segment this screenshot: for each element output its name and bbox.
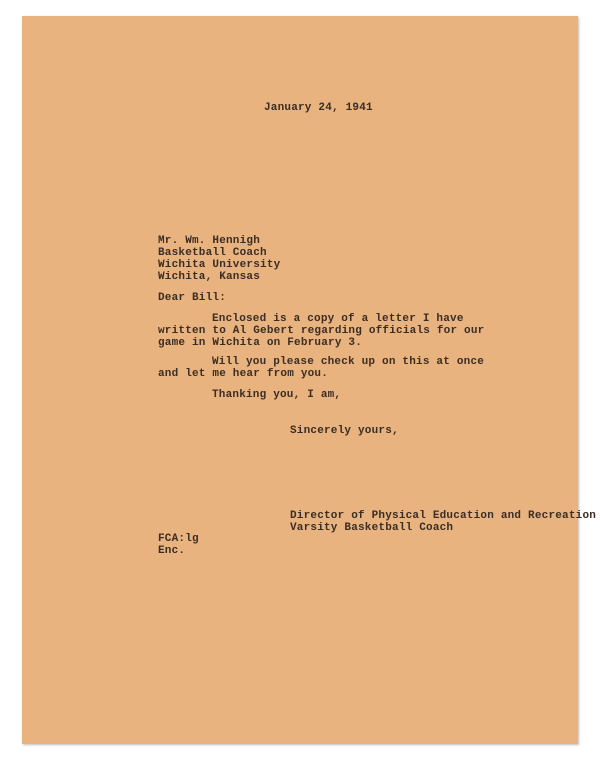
paragraph-1-line-3: game in Wichita on February 3. xyxy=(158,337,363,349)
recipient-name: Mr. Wm. Hennigh xyxy=(158,235,261,247)
letter-page xyxy=(22,16,578,744)
paragraph-2-line-2: and let me hear from you. xyxy=(158,368,329,380)
recipient-title: Basketball Coach xyxy=(158,247,267,259)
paragraph-1-line-2: written to Al Gebert regarding officials for our xyxy=(158,325,485,337)
paragraph-1-line-1: Enclosed is a copy of a letter I have xyxy=(212,313,464,325)
closing: Sincerely yours, xyxy=(290,425,399,437)
reference-initials: FCA:lg xyxy=(158,533,199,545)
letter-date: January 24, 1941 xyxy=(264,102,373,114)
enclosure-notation: Enc. xyxy=(158,545,186,557)
signature-title-line-2: Varsity Basketball Coach xyxy=(290,522,454,534)
salutation: Dear Bill: xyxy=(158,292,227,304)
signature-title-line-1: Director of Physical Education and Recreation xyxy=(290,510,597,522)
paragraph-3: Thanking you, I am, xyxy=(212,389,342,401)
recipient-city: Wichita, Kansas xyxy=(158,271,261,283)
paragraph-2-line-1: Will you please check up on this at once xyxy=(212,356,485,368)
recipient-organization: Wichita University xyxy=(158,259,281,271)
